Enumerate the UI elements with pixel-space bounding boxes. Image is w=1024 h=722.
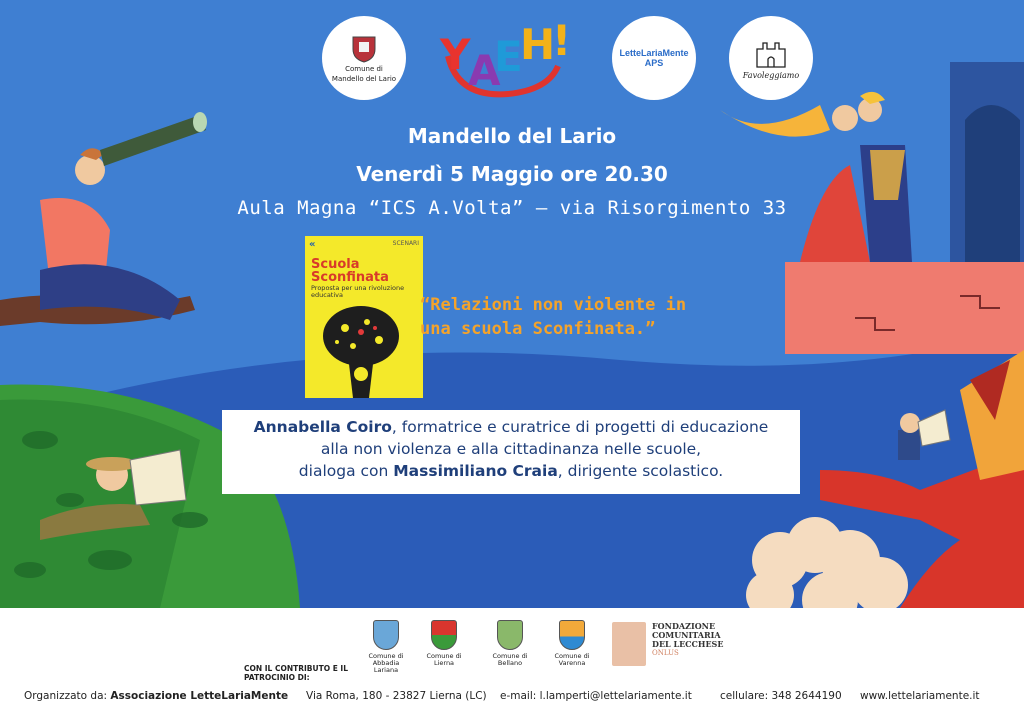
address: Via Roma, 180 - 23827 Lierna (LC) [306, 690, 487, 702]
varenna-crest-icon [559, 620, 585, 650]
lierna-crest [420, 620, 468, 667]
fondazione-line-3: DEL LECCHESE [652, 639, 724, 649]
favoleggiamo-text: Favoleggiamo [742, 70, 800, 80]
fondazione-logo [612, 622, 723, 666]
abbadia-crest-icon [373, 620, 399, 650]
description-line-3 [222, 460, 800, 482]
phone: cellulare: 348 2644190 [720, 690, 842, 702]
organizer-line [24, 690, 288, 702]
quote-line-2: una scuola Sconfinata.” [420, 319, 656, 339]
lierna-caption: Comune di Lierna [426, 652, 462, 667]
lettelariamente-text: LetteLariaMente APS [619, 48, 689, 68]
bellano-caption: Comune di Bellano [492, 652, 528, 667]
abbadia-caption: Comune di Abbadia Lariana [368, 652, 404, 674]
website-link[interactable]: www.lettelariamente.it [860, 690, 980, 702]
bellano-crest-icon [497, 620, 523, 650]
mandello-caption-1: Comune di [345, 65, 383, 73]
book-series: SCENARI [392, 240, 419, 247]
abbadia-lariana-crest [362, 620, 410, 674]
contribution-label: CON IL CONTRIBUTO E IL PATROCINIO DI: [244, 664, 349, 682]
varenna-crest [548, 620, 596, 667]
book-subtitle: Proposta per una rivoluzione educativa [311, 284, 405, 299]
castle-icon [753, 37, 789, 69]
yeah-letter-5: ! [552, 16, 572, 65]
publisher-logo-icon: « [309, 239, 316, 250]
yeah-letter-2: A [468, 46, 501, 95]
mandello-logo [322, 16, 406, 100]
quote-line-1: “Relazioni non violente in [420, 295, 687, 315]
bellano-crest [486, 620, 534, 667]
yeah-letter-1: Y [440, 30, 471, 79]
favoleggiamo-logo [729, 16, 813, 100]
footer [0, 608, 1024, 722]
mandello-crest-icon [351, 33, 377, 63]
description-line-3-post: , dirigente scolastico. [557, 462, 724, 480]
description-line-2: alla non violenza e alla cittadinanza nelle scuole, [320, 440, 702, 458]
book-cover [305, 236, 423, 398]
event-date: Venerdì 5 Maggio ore 20.30 [356, 162, 668, 186]
yeah-logo [438, 16, 578, 100]
email-link[interactable]: e-mail: l.lamperti@lettelariamente.it [500, 690, 692, 702]
fondazione-emblem-icon [612, 622, 646, 666]
fondazione-line-2: COMUNITARIA [652, 630, 721, 640]
event-place: Mandello del Lario [407, 124, 617, 148]
book-title-line-2: Sconfinata [311, 270, 389, 285]
fondazione-line-4: ONLUS [652, 649, 679, 657]
event-quote [420, 293, 800, 341]
description-box [222, 410, 800, 494]
speaker-1: Annabella Coiro [253, 418, 392, 436]
book-title-line-1: Scuola [311, 257, 360, 272]
organizer-name: Associazione LetteLariaMente [110, 690, 289, 702]
description-line-1 [222, 416, 800, 438]
fondazione-line-1: FONDAZIONE [652, 621, 716, 631]
lettelariamente-logo [612, 16, 696, 100]
speaker-2: Massimiliano Craia [393, 462, 558, 480]
yeah-letter-3: E [494, 32, 523, 81]
lierna-crest-icon [431, 620, 457, 650]
yeah-letter-4: H [520, 20, 556, 69]
organized-label: Organizzato da: [24, 690, 108, 702]
event-venue: Aula Magna “ICS A.Volta” – via Risorgimento 33 [237, 197, 787, 219]
mandello-caption-2: Mandello del Lario [331, 75, 397, 83]
description-line-3-pre: dialoga con [298, 462, 394, 480]
book-illustration [305, 302, 423, 398]
varenna-caption: Comune di Varenna [554, 652, 590, 667]
description-line-1-rest: , formatrice e curatrice di progetti di educazione [391, 418, 769, 436]
